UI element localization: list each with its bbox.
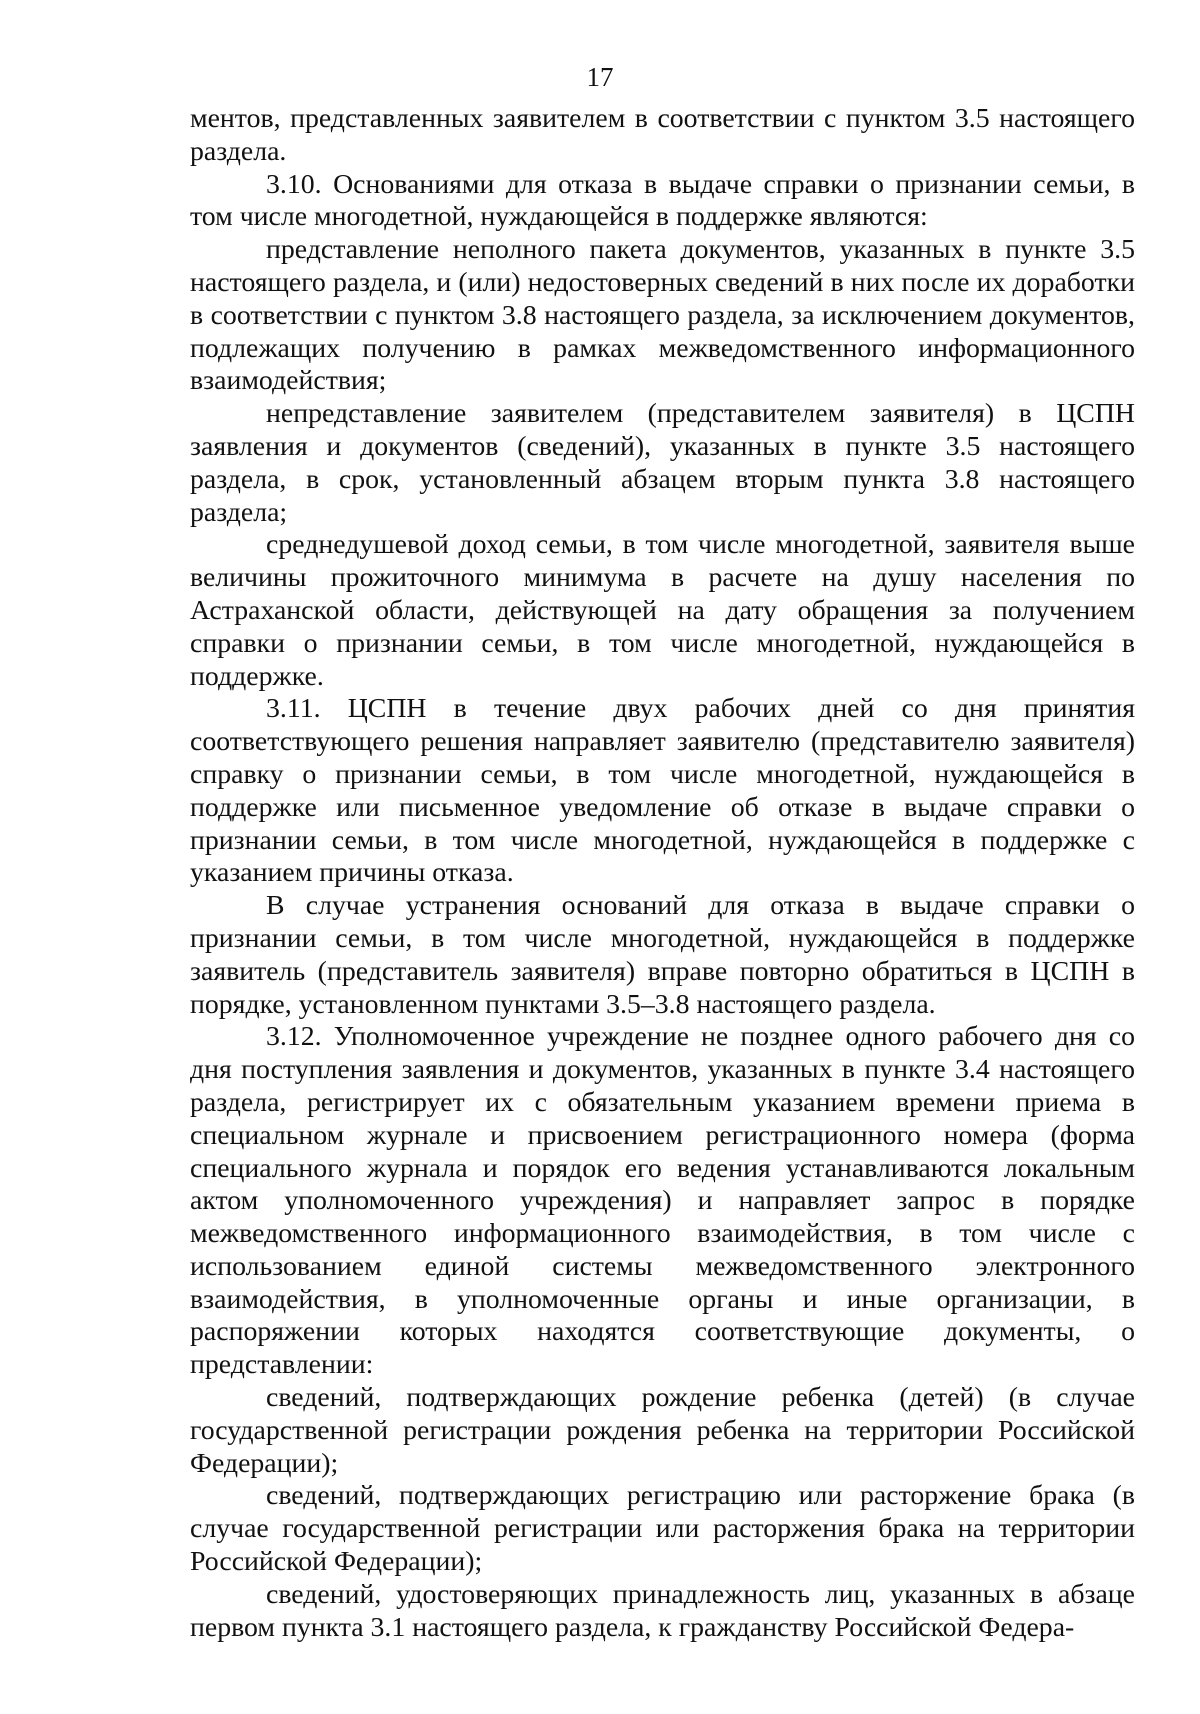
paragraph-3-11: 3.11. ЦСПН в течение двух рабочих дней со дня принятия соответствующего решения направляет заявителю (представителю заявителя) справку о признании семьи, в том числе многодетной, нуждающейся в поддержке или письменное уведомление об отказе в выдаче справки о признании семьи, в том числе многодетной, нуждающейся в поддержке с указанием причины отказа.: [190, 693, 1135, 889]
paragraph-citizenship-records: сведений, удостоверяющих принадлежность лиц, указанных в абзаце первом пункта 3.1 настоящего раздела, к гражданству Российской Федера-: [190, 1578, 1135, 1643]
paragraph-birth-records: сведений, подтверждающих рождение ребенка (детей) (в случае государственной регистрации рождения ребенка на территории Российской Федерации);: [190, 1382, 1135, 1479]
paragraph-marriage-records: сведений, подтверждающих регистрацию или расторжение брака (в случае государственной регистрации или расторжения брака на территории Российской Федерации);: [190, 1480, 1135, 1578]
paragraph-reapplication: В случае устранения оснований для отказа в выдаче справки о признании семьи, в том числе многодетной, нуждающейся в поддержке заявитель (представитель заявителя) вправе повторно обратиться в ЦСПН в порядке, установленном пунктами 3.5–3.8 настоящего раздела.: [190, 890, 1135, 1020]
paragraph-3-10: 3.10. Основаниями для отказа в выдаче справки о признании семьи, в том числе многодетной, нуждающейся в поддержке являются:: [190, 168, 1135, 233]
paragraph-income-threshold: среднедушевой доход семьи, в том числе многодетной, заявителя выше величины прожиточного минимума в расчете на душу населения по Астраханской области, действующей на дату обращения за получением справки о признании семьи, в том числе многодетной, нуждающейся в поддержке.: [190, 529, 1135, 692]
paragraph-incomplete-documents: представление неполного пакета документов, указанных в пункте 3.5 настоящего раздела, и (или) недостоверных сведений в них после их доработки в соответствии с пунктом 3.8 настоящего раздела, за исключением документов, подлежащих получению в рамках межведомственного информационного взаимодействия;: [190, 234, 1135, 397]
paragraph-non-submission: непредставление заявителем (представителем заявителя) в ЦСПН заявления и документов (сведений), указанных в пункте 3.5 настоящего раздела, в срок, установленный абзацем вторым пункта 3.8 настоящего раздела;: [190, 398, 1135, 528]
paragraph-continuation: ментов, представленных заявителем в соответствии с пунктом 3.5 настоящего раздела.: [190, 103, 1135, 167]
document-body: [190, 103, 1135, 1644]
paragraph-3-12: 3.12. Уполномоченное учреждение не позднее одного рабочего дня со дня поступления заявления и документов, указанных в пункте 3.4 настоящего раздела, регистрирует их с обязательным указанием времени приема в специальном журнале и присвоением регистрационного номера (форма специального журнала и порядок его ведения устанавливаются локальным актом уполномоченного учреждения) и направляет запрос в порядке межведомственного информационного взаимодействия, в том числе с использованием единой системы межведомственного электронного взаимодействия, в уполномоченные органы и иные организации, в распоряжении которых находятся соответствующие документы, о представлении:: [190, 1021, 1135, 1381]
page-number: 17: [586, 62, 614, 92]
